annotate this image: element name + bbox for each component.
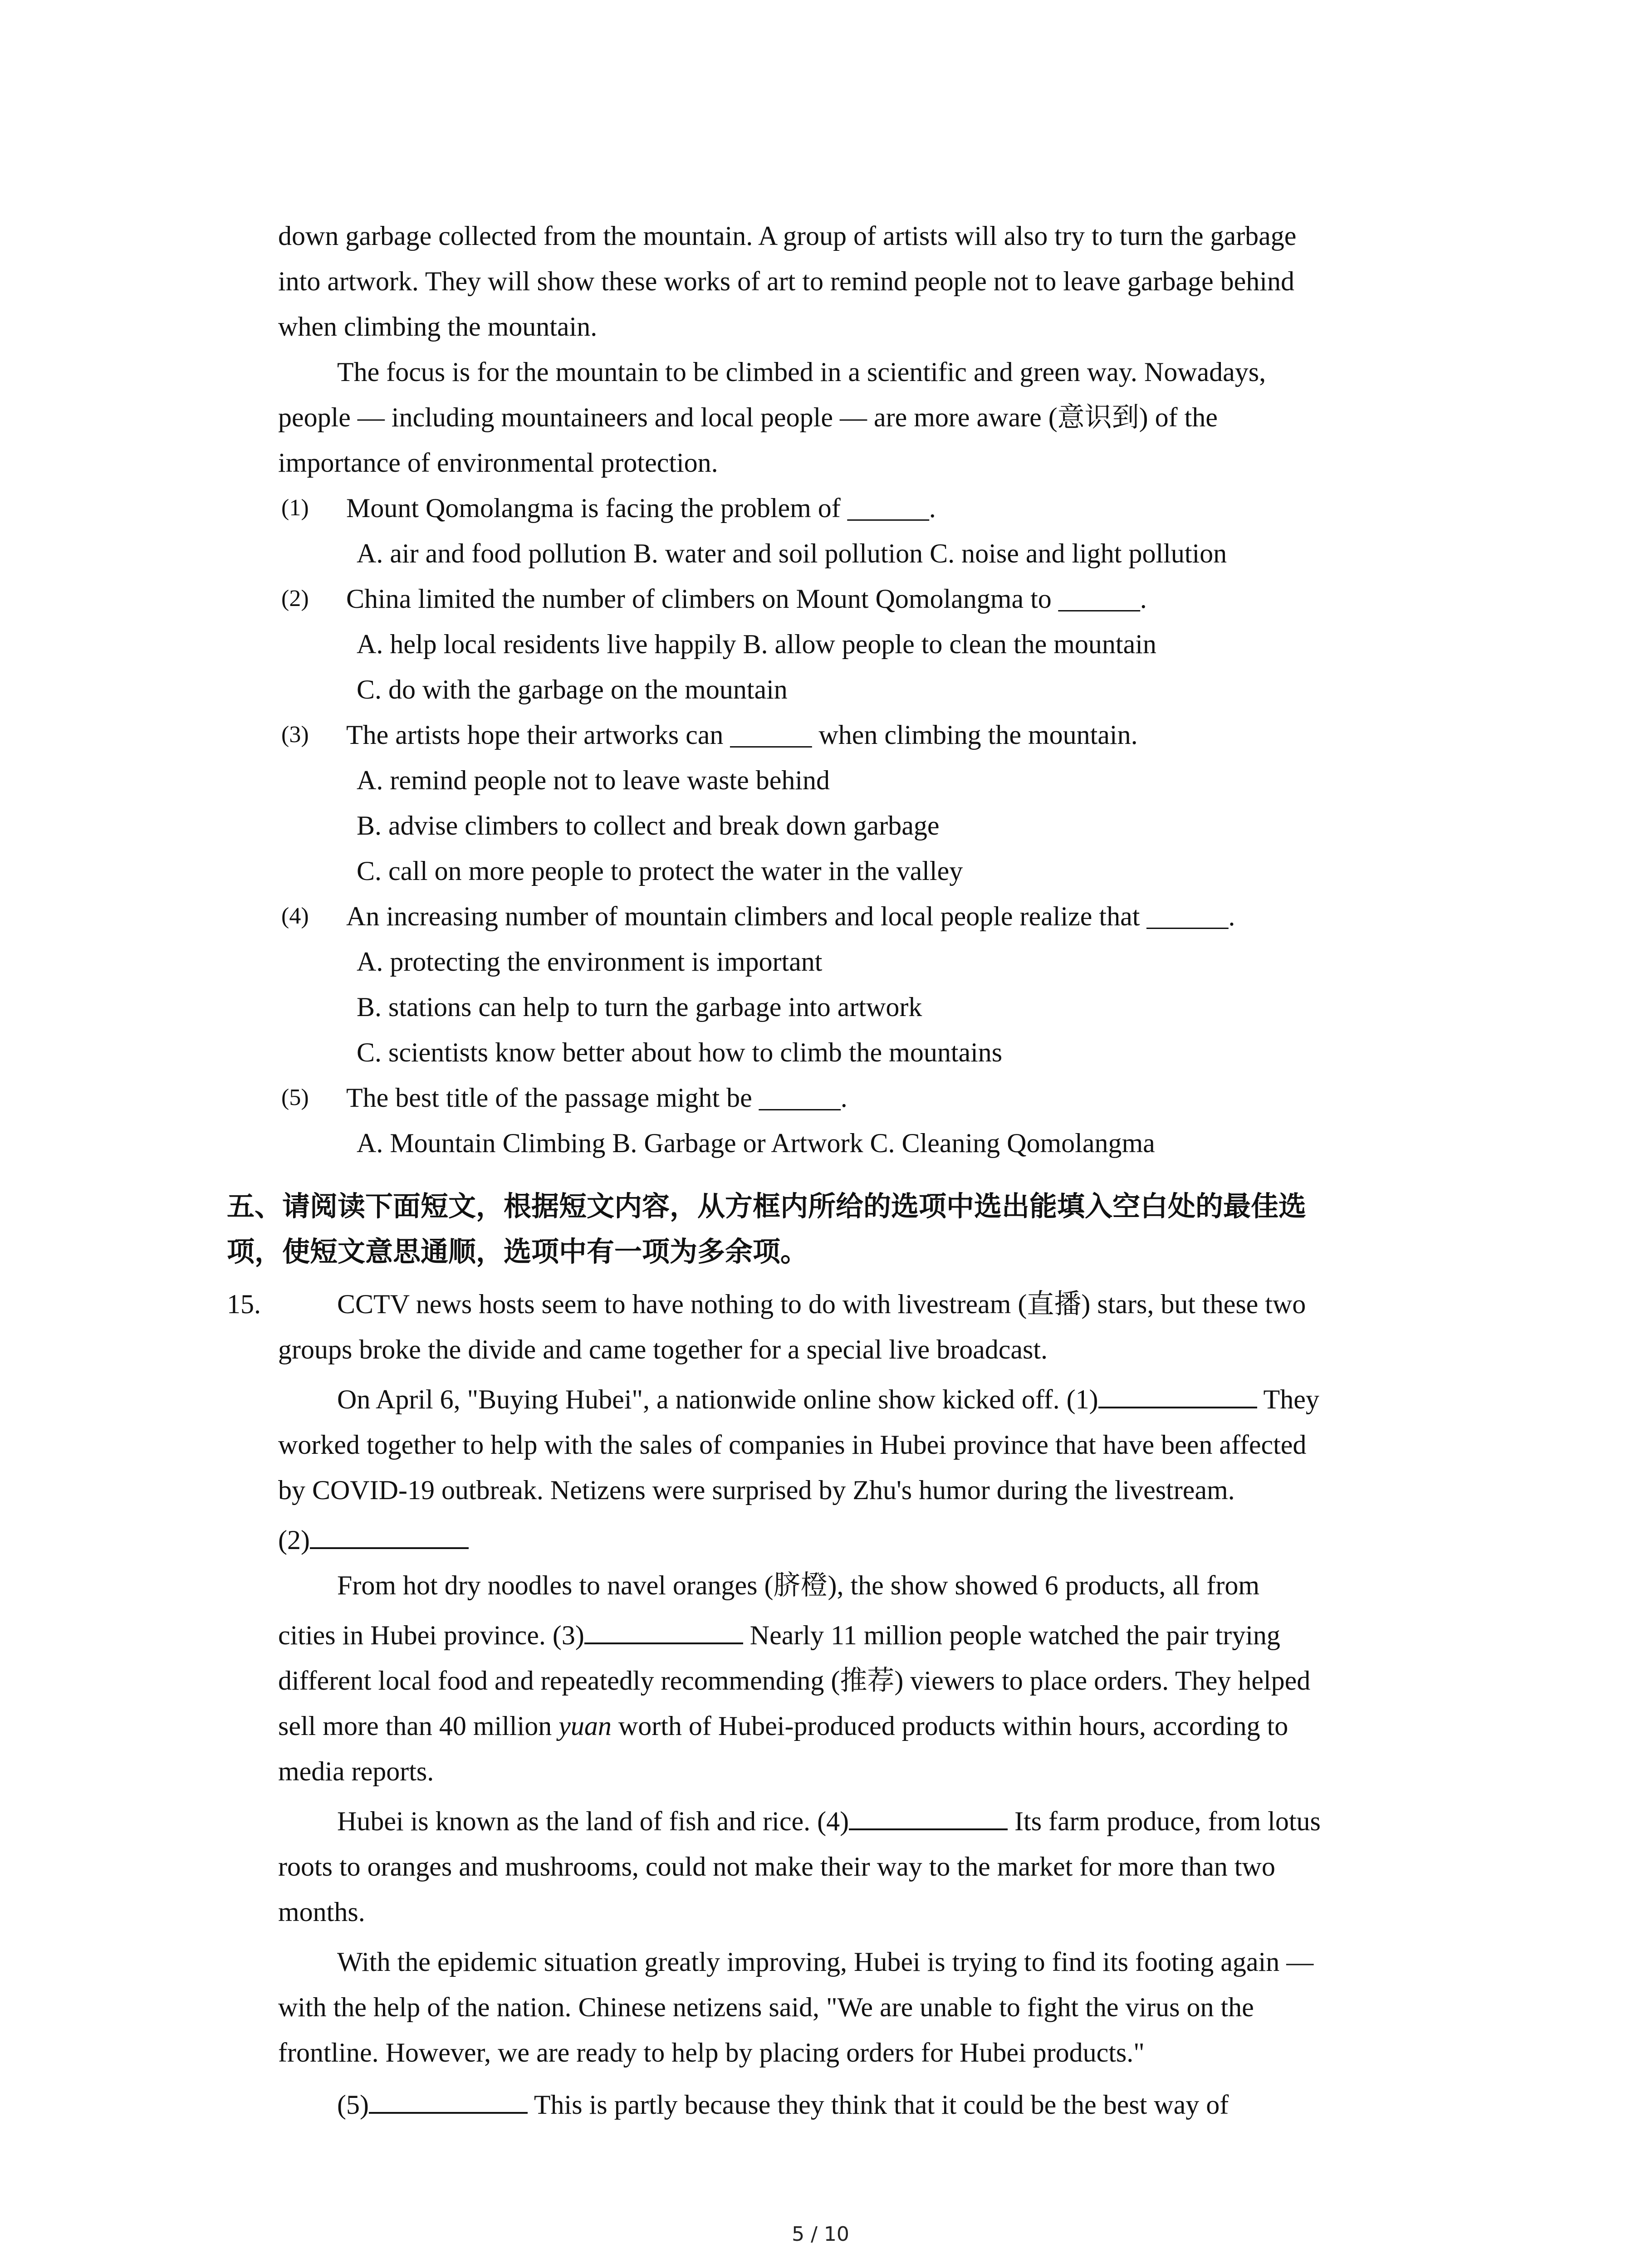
question-options: C. scientists know better about how to climb the mountains [357, 1037, 1003, 1067]
answer-blank-1[interactable] [1098, 1380, 1257, 1408]
text: Hubei is known as the land of fish and rice. (4) [337, 1806, 849, 1836]
passage-line [278, 1613, 1280, 1658]
answer-blank-3[interactable] [584, 1616, 743, 1644]
passage-line: into artwork. They will show these works of art to remind people not to leave garbage behind [278, 266, 1294, 296]
passage-line [278, 1517, 469, 1563]
question-number: (1) [281, 495, 309, 521]
text: This is partly because they think that it could be the best way of [527, 2090, 1229, 2120]
passage-line: groups broke the divide and came together for a special live broadcast. [278, 1334, 1048, 1364]
passage-line: roots to oranges and mushrooms, could not make their way to the market for more than two [278, 1852, 1275, 1882]
text: (5) [337, 2090, 369, 2120]
passage-line: With the epidemic situation greatly improving, Hubei is trying to find its footing again — [337, 1947, 1314, 1977]
text: They [1257, 1384, 1319, 1414]
passage-line [278, 1703, 1288, 1749]
answer-blank-5[interactable] [369, 2086, 528, 2114]
question-options: A. help local residents live happily B. allow people to clean the mountain [357, 629, 1156, 659]
question-number: (2) [281, 586, 309, 611]
passage-line: down garbage collected from the mountain. A group of artists will also try to turn the garbage [278, 221, 1297, 251]
passage-line: From hot dry noodles to navel oranges (脐橙), the show showed 6 products, all from [337, 1570, 1259, 1600]
question-number: (5) [281, 1085, 309, 1110]
text: worth of Hubei-produced products within hours, according to [611, 1711, 1288, 1741]
passage-line: frontline. However, we are ready to help by placing orders for Hubei products." [278, 2038, 1145, 2068]
passage-line [337, 1377, 1319, 1422]
section-heading: 项，使短文意思通顺，选项中有一项为多余项。 [227, 1236, 808, 1268]
passage-line: The focus is for the mountain to be climbed in a scientific and green way. Nowadays, [337, 357, 1266, 387]
answer-blank-2[interactable] [310, 1521, 469, 1549]
text: Nearly 11 million people watched the pair trying [743, 1620, 1280, 1650]
section-heading: 五、请阅读下面短文，根据短文内容，从方框内所给的选项中选出能填入空白处的最佳选 [227, 1190, 1307, 1222]
question-options: A. protecting the environment is important [357, 947, 823, 977]
passage-line: people — including mountaineers and local people — are more aware (意识到) of the [278, 402, 1218, 432]
question-text: An increasing number of mountain climbers and local people realize that ______. [346, 901, 1235, 931]
passage-line: CCTV news hosts seem to have nothing to do with livestream (直播) stars, but these two [337, 1289, 1306, 1319]
question-options: C. call on more people to protect the water in the valley [357, 856, 963, 886]
passage-line: with the help of the nation. Chinese netizens said, "We are unable to fight the virus on the [278, 1992, 1254, 2022]
passage-line: media reports. [278, 1756, 434, 1786]
question-options: B. stations can help to turn the garbage into artwork [357, 992, 922, 1022]
question-text: The artists hope their artworks can ______ when climbing the mountain. [346, 720, 1138, 750]
question-text: China limited the number of climbers on Mount Qomolangma to ______. [346, 584, 1147, 614]
passage-line [337, 2082, 1229, 2127]
text: cities in Hubei province. (3) [278, 1620, 584, 1650]
passage-line [337, 1799, 1321, 1844]
passage-line: months. [278, 1897, 365, 1927]
text: Its farm produce, from lotus [1008, 1806, 1321, 1836]
passage-line: importance of environmental protection. [278, 448, 718, 478]
question-text: Mount Qomolangma is facing the problem of ______. [346, 493, 936, 523]
page-number: 5 / 10 [792, 2223, 849, 2246]
question-number: (4) [281, 903, 309, 929]
passage-line: worked together to help with the sales of companies in Hubei province that have been affected [278, 1430, 1307, 1460]
text: (2) [278, 1525, 310, 1555]
question-options: B. advise climbers to collect and break down garbage [357, 811, 940, 841]
question-number: 15. [227, 1289, 261, 1319]
question-number: (3) [281, 722, 309, 748]
question-options: A. Mountain Climbing B. Garbage or Artwork C. Cleaning Qomolangma [357, 1128, 1155, 1158]
text-italic: yuan [558, 1711, 612, 1741]
text: On April 6, "Buying Hubei", a nationwide online show kicked off. (1) [337, 1384, 1098, 1414]
passage-line: by COVID-19 outbreak. Netizens were surprised by Zhu's humor during the livestream. [278, 1475, 1235, 1505]
question-options: A. remind people not to leave waste behind [357, 765, 830, 795]
question-text: The best title of the passage might be ______. [346, 1083, 847, 1113]
text: sell more than 40 million [278, 1711, 559, 1741]
answer-blank-4[interactable] [849, 1802, 1008, 1830]
question-options: C. do with the garbage on the mountain [357, 675, 788, 704]
passage-line: when climbing the mountain. [278, 312, 598, 342]
question-options: A. air and food pollution B. water and soil pollution C. noise and light pollution [357, 538, 1227, 568]
passage-line: different local food and repeatedly recommending (推荐) viewers to place orders. They helped [278, 1666, 1311, 1696]
